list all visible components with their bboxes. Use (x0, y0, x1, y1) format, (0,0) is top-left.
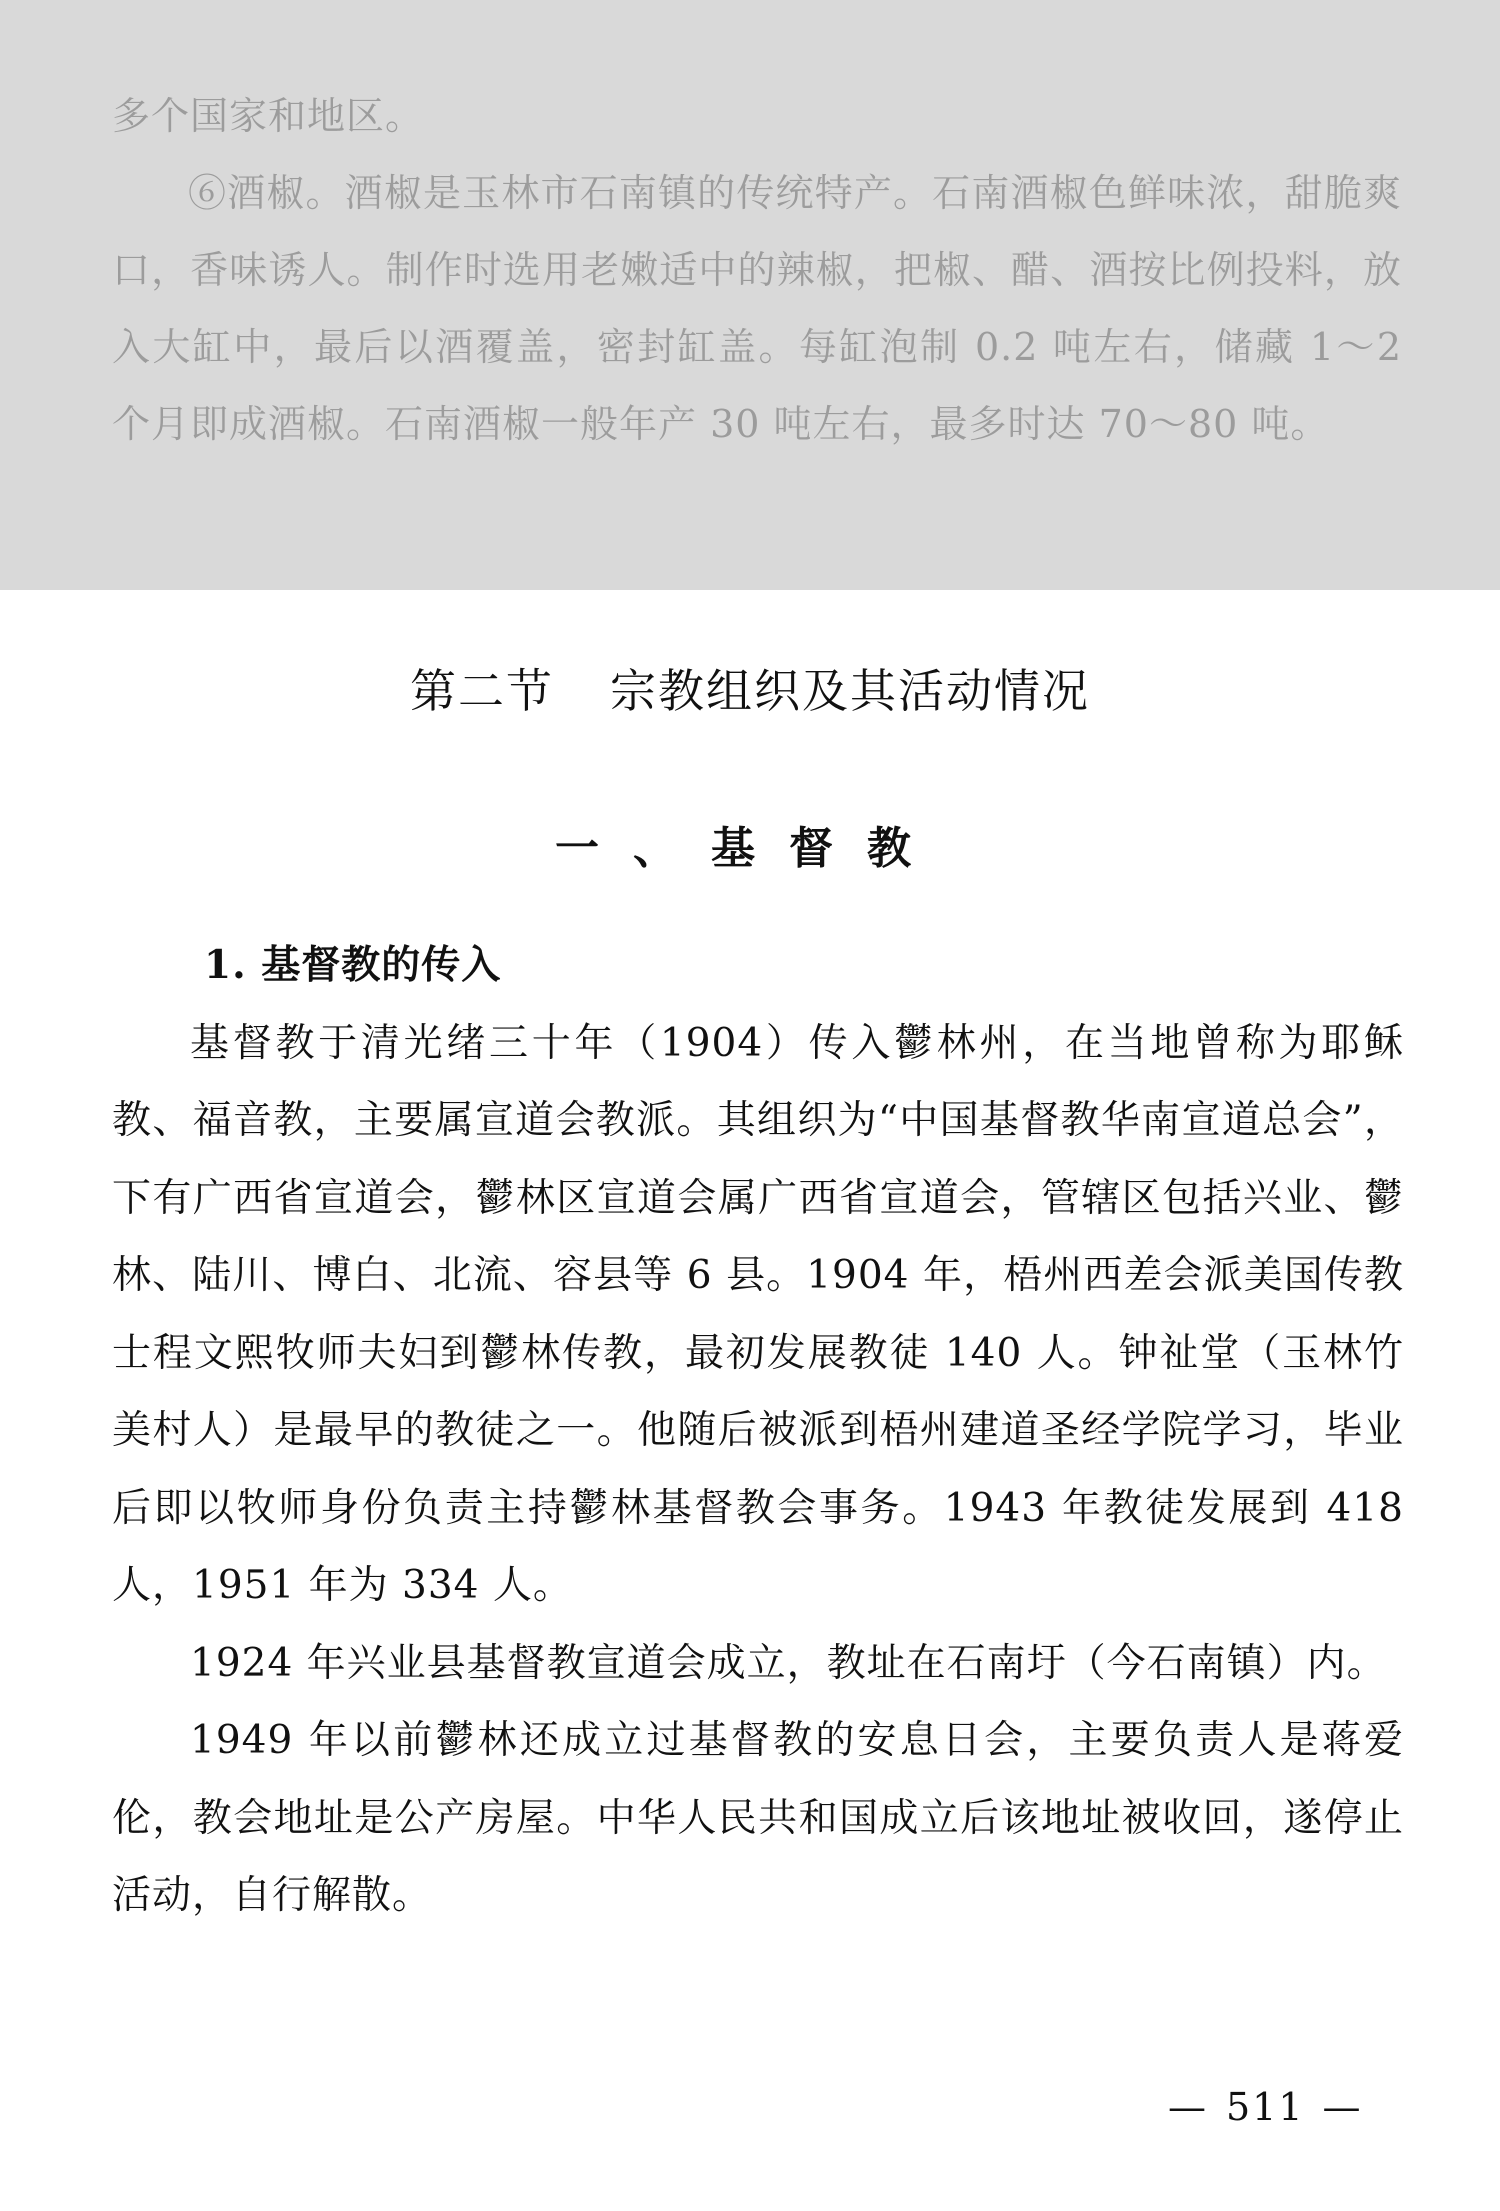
faded-paragraph: ⑥酒椒。酒椒是玉林市石南镇的传统特产。石南酒椒色鲜味浓，甜脆爽口，香味诱人。制作时选用老嫩适中的辣椒，把椒、醋、酒按比例投料，放入大缸中，最后以酒覆盖，密封缸盖。每缸泡制 0.2 吨左右，储藏 1～2 个月即成酒椒。石南酒椒一般年产 30 吨左右，最多时达 70～80 吨。 (112, 171, 1402, 446)
section-heading (0, 655, 1500, 721)
paragraph: 1949 年以前鬱林还成立过基督教的安息日会，主要负责人是蒋爱伦，教会地址是公产房屋。中华人民共和国成立后该地址被收回，遂停止活动，自行解散。 (112, 1718, 1404, 1918)
page-number: 511 (1226, 2085, 1305, 2129)
item-heading: 1. 基督教的传入 (204, 942, 502, 988)
paragraph: 1924 年兴业县基督教宣道会成立，教址在石南圩（今石南镇）内。 (190, 1640, 1387, 1686)
subsection-heading: 一、基督教 (555, 823, 945, 874)
section-number: 第二节 (410, 664, 554, 718)
paragraph: 基督教于清光绪三十年（1904）传入鬱林州，在当地曾称为耶稣教、福音教，主要属宣道会教派。其组织为“中国基督教华南宣道总会”，下有广西省宣道会，鬱林区宣道会属广西省宣道会，管辖区包括兴业、鬱林、陆川、博白、北流、容县等 6 县。1904 年，梧州西差会派美国传教士程文熙牧师夫妇到鬱林传教，最初发展教徒 140 人。钟祉堂（玉林竹美村人）是最早的教徒之一。他随后被派到梧州建道圣经学院学习，毕业后即以牧师身份负责主持鬱林基督教会事务。1943 年教徒发展到 418 人，1951 年为 334 人。 (112, 1020, 1404, 1608)
faded-previous-section (0, 0, 1500, 590)
body-text (112, 927, 1404, 1935)
page-number-footer (1150, 2085, 1381, 2129)
section-title-text: 宗教组织及其活动情况 (610, 664, 1090, 718)
dash-left: — (1168, 2085, 1208, 2129)
faded-text-block (112, 78, 1402, 463)
faded-line: 多个国家和地区。 (112, 94, 425, 138)
dash-right: — (1322, 2085, 1363, 2129)
